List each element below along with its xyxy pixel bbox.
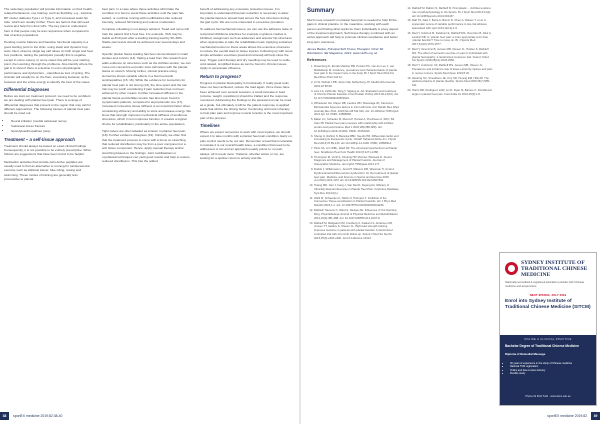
list-item: • 30 years of experience in the study of Chinese medicine bbox=[510, 362, 597, 365]
college-name: SYDNEY INSTITUTE OF TRADITIONAL CHINESE MEDICINE bbox=[521, 260, 588, 278]
reference-item: 1. Rosenberg D, Emrahi Zatitzer BB, Pocaini PC, van der Lee J, van Middelkoop M. Incidence, prevalence and characterization of plantar heel pain in the impact more in the body. Br J Sport Med 2011;0:A Med Bmo 2012;143:12. bbox=[314, 65, 399, 80]
paragraph: Treatment should always be based on exact clinical findings. Consequently, it is not possible to be entirely prescriptive. What follows are suggestions that have been found to be helpful. bbox=[4, 143, 91, 157]
left-column-1 bbox=[4, 7, 93, 184]
ad-bullet-list bbox=[505, 362, 597, 376]
left-page-footer bbox=[0, 412, 299, 420]
ad-contact[interactable]: Phone 02 9211 5111 · www.sitcm.edu.au bbox=[525, 395, 571, 398]
paragraph: To address biomechanical issues, we can use the adhesive taste of reciprocal inhibitions practices for example in gluteus medius is inhibited, assignment such as adductors and anterior hip structures when appropriate to take the rehabilitation load. Applying sustained mechanical tension to these areas allows the extensive structures to reduce the overall load on tissue injuries. Following up with some simple activation exercises (load and retrieval) will help close the loop. Trigger point therapy and dry needling may be used to settle cold-related, simplified tissue as can be found in chronic issues. Apply to accentuate influence. bbox=[200, 27, 293, 71]
reference-item: 10. Huang MR, Jain J, Fang J, Van Niel D, Dejong KA. Efficacy of Clinically Relevant Exercise in Plantar Heel Pain. Cochrane Database Syst Rev 2014;0(1). bbox=[314, 184, 399, 195]
paragraph: Progress in plantar fasciopathy is functionally. If really great tools have not been achieved, reduce the load again. Once these have been achieved over several sessions, a small increase in load (volume, weight, repetitions) should be trialled and the response monitored. Addressing the findings to the assessment can be used as a guide, but ultimately it will be the patient response to applied loads that will be the driving factor. Continuing until return therapy to help plan pain and improve muscle function is the most important part of the process. bbox=[200, 80, 293, 120]
references-heading: References bbox=[307, 58, 327, 63]
page-number: 38 bbox=[0, 412, 9, 420]
paragraph: Tight calves are often labelled as a factor in plantar heel pain (18). Further evidence disagrees (19). Clinically, we often find that the treatment process to come with a focus on stretching that reduced dorsiflexion may be from a poor component or a soft tissue component. Hence, apply manual therapy and/or stretching based on the findings. Joint mobilisations or myofascial techniques can yield good results and help to restore reduced dorsiflexion. This has the added bbox=[102, 128, 190, 164]
list-item: • Flexible study bbox=[510, 372, 597, 375]
reference-item: 16. Riel H, Cotchett M, Delahunt E, Rathleff MS, Vicenzino B, Weir A, Landorf KB. Is ‘plantar heel pain’ a more appropriate term than ‘plantar fasciitis’? Time to move on. Br J Sports Med 2017;51(22):1576-1577. bbox=[412, 32, 493, 47]
left-column-3 bbox=[200, 7, 293, 163]
section-heading-summary: Summary bbox=[307, 8, 335, 14]
reference-item: 20. Harris RB, Rodriguez JAW, Lin D, Ryan M, Barnes C. Dorsiflexion angle in plantar heel pain. Foot Ankle Int 2019;25(3):1-8. bbox=[412, 89, 493, 97]
reference-item: 7. Pinto VA, Lim WBL, Ward RF. The structural imperfections at Plantar heel. Smalltown Heel Foot Health 2014;5:1271-1288. bbox=[314, 147, 399, 155]
paragraph: heel pain. In a case where these activities still irritate the condition it is best to avoid these activities until the pain has settled, or combine running with modifications like reduced intensity, reduced hill training and volume moderation. bbox=[102, 7, 184, 25]
reference-item: 8. Thompson M, Vortil S, Chesing HP, Mcrozer Weissels D. Sound Diagnosis and Management of Plantar Fascitis. Journal of Osteopathic Medicine. doi.org/10.7556/jaoa.2014.177. bbox=[314, 156, 399, 167]
left-page bbox=[0, 0, 299, 424]
advertisement-sitcm[interactable] bbox=[499, 252, 597, 406]
page-number: 39 bbox=[591, 412, 600, 420]
right-column-1 bbox=[307, 7, 399, 242]
reference-item: 15. Ralf TS, Dale T, Beha A, Bonvir D, Chen A, Rokers T, et al. A systematic review of variable performance in low-risk athletes associated with spot 2014;11(12):1-9. bbox=[412, 19, 493, 30]
reference-item: 17. Riel H, Vicenzino B, Jensen MB, Olesen JL, Holden S, Rathleff MS. The effect of isometric exercise on pain in individuals with plantar fasciopathy: a randomized crossover trial. Scand J Med Sci Sports 2018;28(12):2643-2650. bbox=[412, 48, 493, 63]
reference-item: 4. Whiteleder GA, Mayer RB, Landus WN, Mavaraga JD, Kamora A. Biomaterials Sciences factors in Joint arthrosis. Ann Rehab Mes (Med Journal) Res 2011. 2023;Nov.28:511-520. doi: 10.1002/ssi.7038 Apub 2021 Apr 13. PMID: 33896866. bbox=[314, 102, 399, 117]
left-column-2 bbox=[102, 7, 191, 167]
list-item: • Online and face-to-face delivery bbox=[510, 369, 597, 372]
enrol-headline: Enrol into Sydney Institute of Traditional Chinese Medicine (SITCM) bbox=[505, 299, 591, 310]
paragraph: benefit of addressing any excessive protection issues. It is important to understand that pain reduction is necessary to allow the plantar fascia to spread load across the foot structures during the gait cycle. We are more interested in excessive pronation. bbox=[200, 7, 290, 25]
reference-item: 6. Sheng G, Rahimi N, Baranta RBD, Suedin HR. Differential cardio and increasing its therapeutic Cycle. CD-EP Hehavna Reihe Am J Sport Med 2016;76:89-143. doi 10.1128/jo-14-3190. PMID: 26896914. bbox=[314, 135, 399, 146]
paragraph: Much more research on plantar heel pain is needed to help fill the gaps in clinical practice. In the meantime, working with each person and finding what works for them individually is a key aspect of the treatment approach. Soft tissue therapy combined with an active approach will help to promote clinical compliance and better long-term outcomes. bbox=[307, 18, 399, 44]
right-column-2 bbox=[405, 7, 493, 98]
journal-citation: sportEX medicine 2019;82 bbox=[547, 414, 587, 418]
reference-item: 14. Rathleff M, Rahimi S, Rathleff R. Hmmplastic ... Achilles tendons: role of pathophysiology in the Sports. Br J Sport Med 2013;11(2): doi 10.1136/bjsports-2013-092437. bbox=[412, 7, 493, 18]
college-logo-icon bbox=[505, 262, 518, 275]
reference-item: 5. Baker LC, Schaufer M, Rivera P, Hansel A, Prenhauer A. RKC, Bit Cam PK Plantar heel pain pressure with relationship with Achilles tendon and performance Med J 2020;281(385-389). doi: 10.1136/bjsm-2019-101460. PMID: 33154426. bbox=[314, 118, 399, 133]
diagnoses-list bbox=[4, 119, 93, 134]
list-item: • Calcaneal stress fracture bbox=[11, 124, 93, 128]
references-list bbox=[307, 65, 399, 241]
paragraph: Before we start our treatment protocol, we need to be confident we are dealing with plantar heel pain. There is a range of differential diagnoses that present in the region that may call for different approaches. The following causes of plantar heel pain should be ruled out: bbox=[4, 93, 91, 116]
paragraph: Medication activities that provide pain-Active peptides are usually used to find an alternative to running for cardiovascular exercise such as elliptical trainer, bike riding, rowing and swimming. These modes of training are generally less provocative to plantar bbox=[4, 159, 90, 181]
next-intake: NEXT INTAKE: JULY 2019 bbox=[529, 293, 567, 297]
ad-details-band bbox=[500, 335, 596, 405]
reference-item: 2. Ar W, Wolrab J BB, Joiner GE, Deffenberg JH. Medizinicherzentral 2002;18:58-68. bbox=[314, 81, 399, 89]
list-item: • National TCM registration bbox=[510, 365, 597, 368]
paragraph: Complete unloading is not always advised. Tread and serve will help the patient find it heel free. For example, VAS may be stable at 3/10 pain after a loading training load by 50–60%. Stable pain levels should be achieved over several days and weeks. bbox=[102, 27, 189, 49]
reference-item: 18. Riel H, Lindstrom CF, Rathleff MS, Jensen MB, Olesen JL. Prevalence and incidence rate of lower-extremity injuries and pain in novice runners. Sports Med Open 2019;5:20. bbox=[412, 64, 493, 75]
reference-item: 9. Dodds J, Williamson L, Arra RT, Wilsons RM, Wiesman H, Cook A. Dysfunctional Achilles tendon dysfunction: for the treatment of plantar heel pain. Medicine and Science in Sports and Exercise 2006 Jun;00(6):1161-1167 doi 10.1249/MSS.0b013e3182780d. bbox=[314, 168, 399, 183]
reference-item: 13. Rathleff M, Mølgaard CM, Fredberg U, Kaalund S, Andersen KB, Jensen TT, Aaskov S, Olesen JL. High-load strength training improves outcome in patients with plantar fasciitis: A randomized controlled trial with 12-month follow-up. Scand J Med Sci Sports 2015;25(3):e292-e300. doi:10.1111/sms.12313. bbox=[314, 222, 399, 241]
paragraph: Where we expect recoveries to work with most injuries, we should expect it to take months with a plantar heel pain condition. Early on, pain control needs to be our aim. Remember a load that is tolerable to tolerate it is our overall health issue, a condition that need to be addressed. A mix and an approach usually points to ‘no pain always. all it needs more’. Patients, whether active or not, are looking for a quicker return to activity and life. bbox=[200, 129, 293, 160]
reference-item: 12. Rathleff, Stevens C, Ward S, Nielsen AE. Influences of Cut Sporting Ring. PhysioMedeqa Journal of Physical Medicine and Rehabilitation 2014;24(4):381-388. doi: 10.1007/s00556-014-0207-8. bbox=[314, 209, 399, 220]
author-byline: James Barker, Principal Soft Tissue Therapist. Clinic Mr. Wimbledon. SE Magazine, 2019. www.stuffs.org.uk bbox=[307, 47, 385, 56]
section-heading-return-to-progress: Return to progress? bbox=[200, 73, 242, 79]
reference-item: 19. Wearing SC, Smeathers JE, Urry SR, Hennig EM, Hills AP. The pathomechanics of plantar fasciitis. Sports Med 2006;36(7):585-611. bbox=[412, 77, 493, 88]
right-page bbox=[301, 0, 600, 424]
journal-citation: sportEX medicine 2019;82:38-40 bbox=[13, 414, 63, 418]
section-heading-timelines: Timelines bbox=[200, 122, 220, 128]
paragraph: Specific plantar fascia loading has been demonstrated in small studies and cohorts (14). Taking a load from this research and adds evidence on structures such as the Achilles tendon, we can move into concentric-eccentric slow calf raises with the plantar fascia on stretch. Moving further, clinical practice using isometrics shows variable effects in a few heel-lamb tendinopathies (15, 16). While the evidence for isometrics for plantar heel pain is not strong (13), the time spent and the low risk may be worth considering if pain reduction has not been achieved by other means. Further increased stiffness in the plantar fascia and Achilles tendon has also been found in symptomatic patients, compared to asymptomatic one (17). Increased connective tissue stiffness is an important factor when considering efficiency and ability to store and release energy. We know that strength improves mechanical stiffness of tendinous structures, which in turn improves function. It creates a logical choice for rehabilitation, particularly in the active populations. bbox=[102, 52, 191, 126]
ad-tagline: Nationally accredited & registered education provider with Chinese medicine and acupuncture bbox=[505, 281, 585, 288]
list-item: • Neural irritation (medial calcaneal nerve) bbox=[11, 119, 93, 123]
online-label: ONLINE & CLINICAL PRACTICE bbox=[524, 338, 572, 341]
references-list-continued bbox=[405, 7, 493, 97]
reference-item: 3. Lam LS, Ashib AE, Tang T, Sigiang et. Ad. Evaluation and treatment of Chronic Plantar Fasciitis. Front Pediatr Orthop 2013;00-13(15): doi 10.1177/2309499018604922. bbox=[314, 90, 399, 101]
ad-header bbox=[500, 253, 596, 335]
right-page-footer bbox=[301, 412, 600, 420]
reference-item: 11. Wahl M, Schaeckel C, Tahlin N, Hofmann T. Inhibition of the Connective Tissue sensitisation in Plantar Fasciitis. Am J Phys Med Rehabil 2019;1-4. doi: 10.1097/PHM.0000000000001186. bbox=[314, 197, 399, 208]
section-heading-differential-diagnoses: Differential Diagnoses bbox=[4, 86, 50, 92]
paragraph: The sedentary population will provide information on their health-related behaviours; one training. such as flexibility, e.g., stamina, RP model, diabetes Type I or Type II, and increased waist hip ratio, which are usually further. There are factors that will need review and help from their GPs. The key point to understand here is that people may be less responsive when compared to that of active populations. bbox=[4, 7, 93, 38]
diploma-title: Diploma of Remedial Massage bbox=[505, 352, 546, 356]
paragraph: Pending muscle balance and baseline functional capacity is a good starting point to the clinic, using static and dynamic hop tests. Next, observe single leg calf raises on both single and heel foot positions, asking the participant (usually this is negative except in some cases). In some cases this will be your starting point, then working through the problems. Also identify where the gait is to show if there is a decline in one’s physiological performance and dysfunction – identified as loss of spring. The clinician will usually be on the floor, examining footwear, at the footwear and the entire energy to identify the best of the cases. bbox=[4, 40, 93, 84]
section-heading-treatment: Treatment – a self-tissue approach bbox=[4, 136, 75, 142]
list-item: • Spondyloarthropathies (rare) bbox=[11, 129, 93, 133]
degree-title: Bachelor Degree of Traditional Chinese Medicine bbox=[505, 344, 580, 348]
